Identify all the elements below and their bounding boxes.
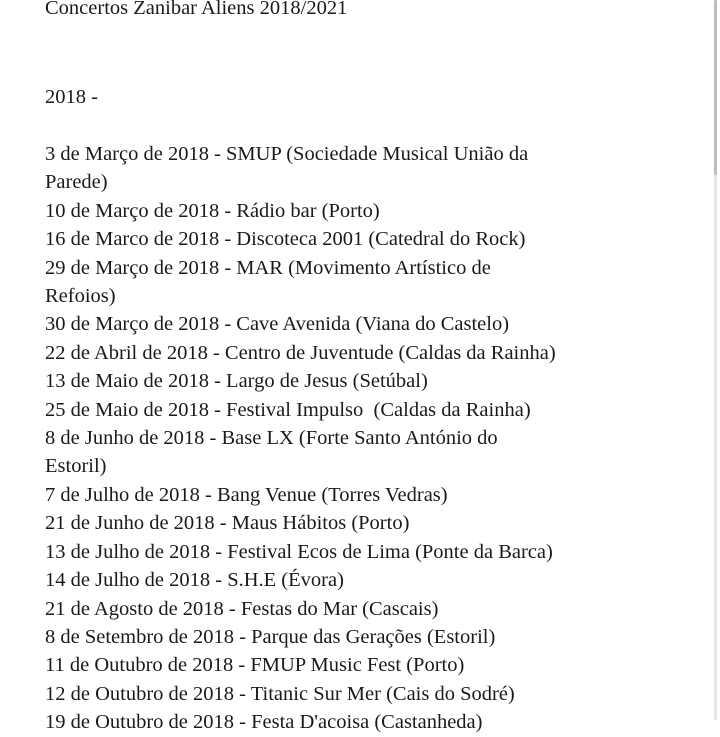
concert-line: 21 de Junho de 2018 - Maus Hábitos (Porto) xyxy=(45,512,410,535)
concert-line: 8 de Junho de 2018 - Base LX (Forte Santo António do xyxy=(45,427,498,450)
scrollbar-thumb[interactable] xyxy=(714,0,717,175)
concert-line: 13 de Maio de 2018 - Largo de Jesus (Setúbal) xyxy=(45,370,428,393)
concert-list xyxy=(45,140,665,737)
concert-line: 10 de Março de 2018 - Rádio bar (Porto) xyxy=(45,199,380,222)
concert-line: 25 de Maio de 2018 - Festival Impulso (Caldas da Rainha) xyxy=(45,398,531,421)
concert-line: 11 de Outubro de 2018 - FMUP Music Fest (Porto) xyxy=(45,654,465,677)
concert-line: 22 de Abril de 2018 - Centro de Juventude (Caldas da Rainha) xyxy=(45,341,556,364)
concert-line: 29 de Março de 2018 - MAR (Movimento Artístico de xyxy=(45,256,491,279)
concert-line: 12 de Outubro de 2018 - Titanic Sur Mer (Cais do Sodré) xyxy=(45,682,515,705)
concert-line: 21 de Agosto de 2018 - Festas do Mar (Cascais) xyxy=(45,597,439,620)
concert-line: 30 de Março de 2018 - Cave Avenida (Viana do Castelo) xyxy=(45,313,510,336)
concert-line: 16 de Marco de 2018 - Discoteca 2001 (Catedral do Rock) xyxy=(45,228,526,251)
document-title: Concertos Zanibar Aliens 2018/2021 xyxy=(45,0,348,19)
concert-line: 14 de Julho de 2018 - S.H.E (Évora) xyxy=(45,569,344,592)
year-heading: 2018 - xyxy=(45,86,98,108)
concert-line: 19 de Outubro de 2018 - Festa D'acoisa (Castanheda) xyxy=(45,711,483,734)
concert-line: 7 de Julho de 2018 - Bang Venue (Torres Vedras) xyxy=(45,483,448,506)
concert-line: 8 de Setembro de 2018 - Parque das Gerações (Estoril) xyxy=(45,625,496,648)
concert-line: 13 de Julho de 2018 - Festival Ecos de Lima (Ponte da Barca) xyxy=(45,540,553,563)
concert-line: 3 de Março de 2018 - SMUP (Sociedade Musical União da xyxy=(45,143,529,165)
concert-line: Parede) xyxy=(45,171,108,194)
concert-line: Refoios) xyxy=(45,285,116,308)
vertical-scrollbar[interactable] xyxy=(714,0,717,720)
concert-line: Estoril) xyxy=(45,455,107,478)
